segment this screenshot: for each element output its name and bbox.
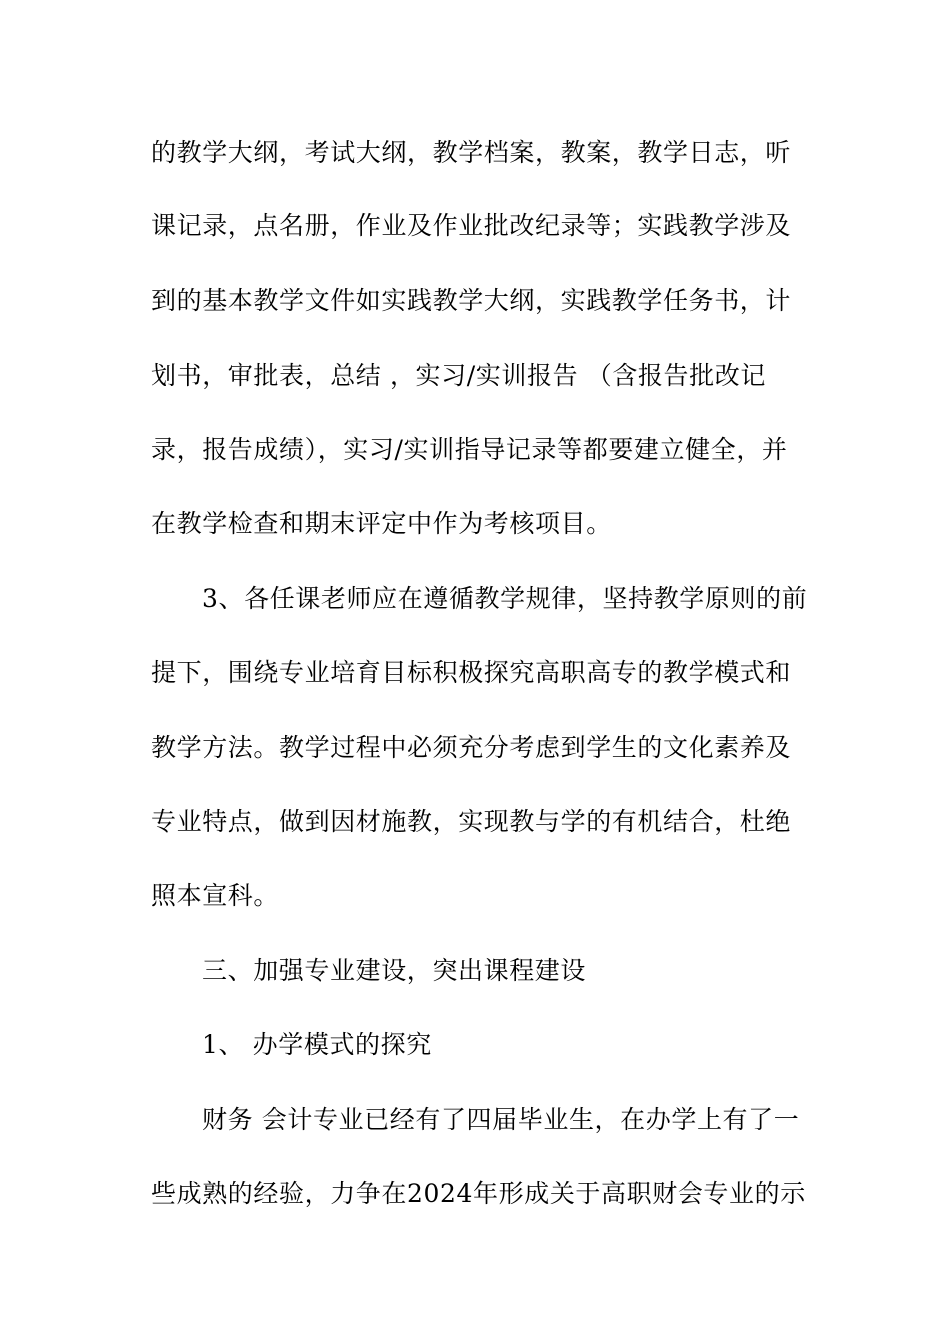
- text-line: 教学方法。教学过程中必须充分考虑到学生的文化素养及: [151, 733, 792, 762]
- section-heading: 三、加强专业建设，突出课程建设: [202, 956, 587, 985]
- text-line: 专业特点，做到因材施教，实现教与学的有机结合，杜绝: [151, 807, 792, 836]
- text-line: 的教学大纲，考试大纲，教学档案，教案，教学日志，听: [151, 138, 792, 167]
- text-line: 录，报告成绩），实习/实训指导记录等都要建立健全，并: [151, 435, 788, 464]
- text-line: 提下，围绕专业培育目标积极探究高职高专的教学模式和: [151, 658, 792, 687]
- text-line: 课记录，点名册，作业及作业批改纪录等；实践教学涉及: [151, 211, 792, 240]
- text-line: 些成熟的经验，力争在2024年形成关于高职财会专业的示: [151, 1179, 806, 1208]
- text-line: 划书，审批表，总结 ，实习/实训报告 （含报告批改记: [151, 361, 766, 390]
- text-line: 到的基本教学文件如实践教学大纲，实践教学任务书，计: [151, 286, 792, 315]
- text-line: 财务 会计专业已经有了四届毕业生，在办学上有了一: [202, 1105, 800, 1134]
- text-line: 照本宣科。: [151, 881, 280, 910]
- subsection-heading: 1、 办学模式的探究: [202, 1030, 432, 1059]
- text-line: 在教学检查和期末评定中作为考核项目。: [151, 509, 612, 538]
- text-line: 3、各任课老师应在遵循教学规律，坚持教学原则的前: [202, 584, 808, 613]
